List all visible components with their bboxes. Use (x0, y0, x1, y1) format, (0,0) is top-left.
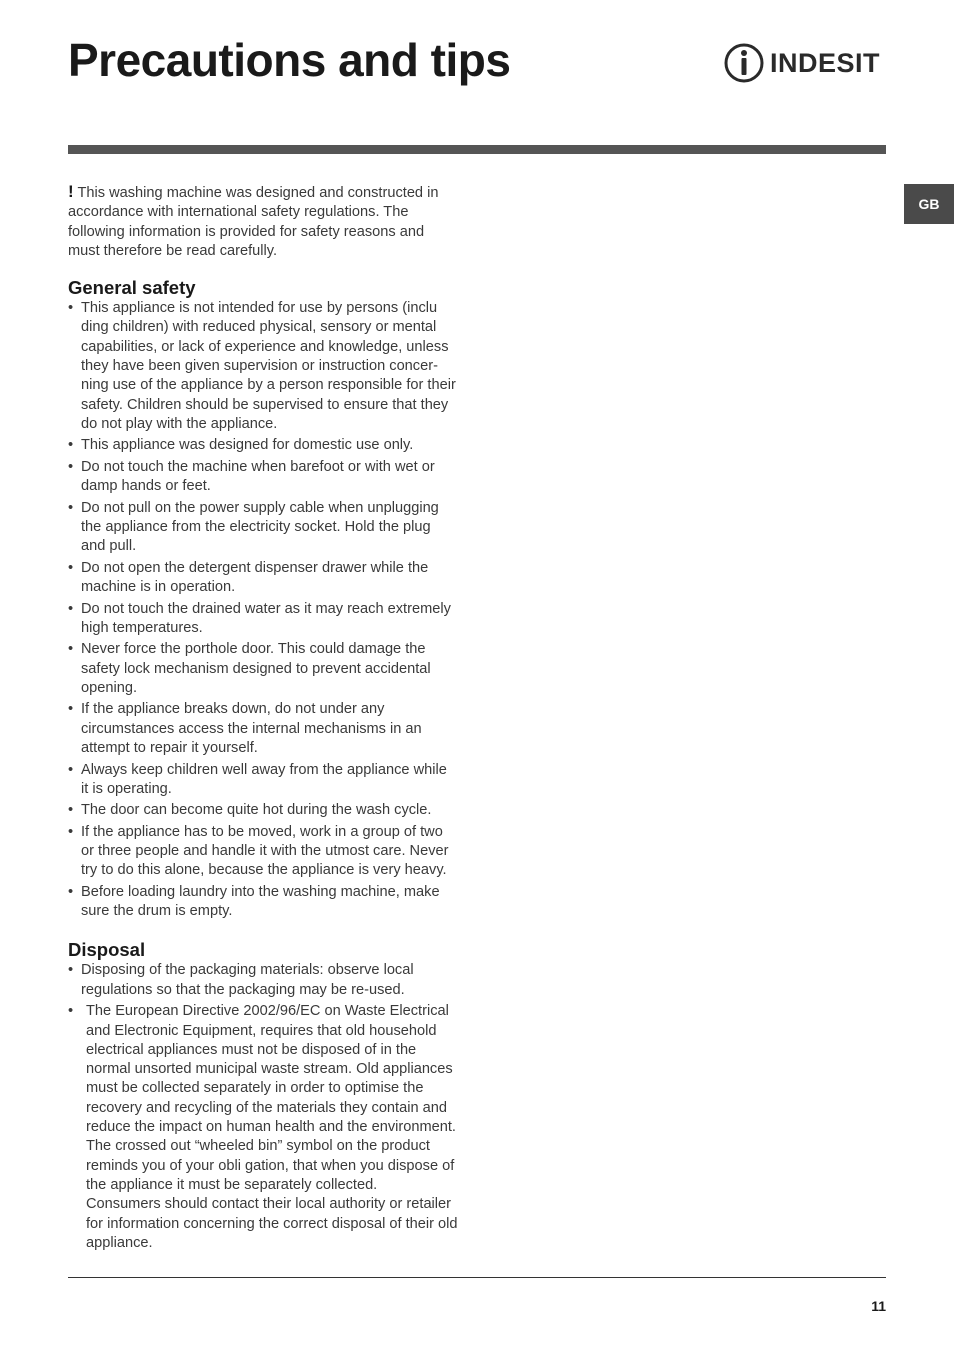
list-item: • Never force the porthole door. This could damage the safety lock mechanism designed to prevent accidental opening. (68, 640, 458, 698)
list-item: • Do not open the detergent dispenser drawer while the machine is in operation. (68, 559, 458, 598)
list-item: • Before loading laundry into the washing machine, make sure the drum is empty. (68, 883, 458, 922)
list-item: • This appliance is not intended for use by persons (inclu ding children) with reduced physical, sensory or mental capabilities, or lack of experience and knowledge, unless they have been given supervision or instruction concer-ning use of the appliance by a person responsible for their safety. Children should be supervised to ensure that they do not play with the appliance. (68, 299, 458, 434)
list-item: • Disposing of the packaging materials: observe local regulations so that the packaging may be re-used. (68, 961, 458, 1000)
general-safety-list (68, 299, 458, 921)
language-tab: GB (904, 184, 954, 224)
list-item: • This appliance was designed for domestic use only. (68, 436, 458, 455)
list-item: • If the appliance breaks down, do not under any circumstances access the internal mechanisms in an attempt to repair it yourself. (68, 700, 458, 758)
brand-logo (724, 41, 886, 85)
list-item: • Do not pull on the power supply cable when unplugging the appliance from the electricity socket. Hold the plug and pull. (68, 499, 458, 557)
list-item: • Always keep children well away from the appliance while it is operating. (68, 761, 458, 800)
footer-divider (68, 1277, 886, 1278)
list-item: • If the appliance has to be moved, work in a group of two or three people and handle it with the utmost care. Never try to do this alone, because the appliance is very heavy. (68, 823, 458, 881)
disposal-heading: Disposal (68, 939, 146, 961)
disposal-list (68, 961, 458, 1253)
brand-name: INDESIT (770, 47, 881, 78)
list-item: • Do not touch the drained water as it may reach extremely high temperatures. (68, 600, 458, 639)
page-title: Precautions and tips (68, 34, 511, 86)
brand-mark-icon (724, 41, 764, 85)
list-item: • Do not touch the machine when barefoot or with wet or damp hands or feet. (68, 458, 458, 497)
list-item: • The door can become quite hot during the wash cycle. (68, 801, 458, 820)
list-item (68, 1002, 458, 1253)
directive-text: The European Directive 2002/96/EC on Waste Electrical and Electronic Equipment, requires that old household electrical appliances must not be disposed of in the normal unsorted municipal waste stream. Old appliances must be collected separately in order to optimise the recovery and recycling of the materials they contain and reduce the impact on human health and the environment. The crossed out “wheeled bin” symbol on the product reminds you of your obli gation, that when you dispose of the appliance it must be separately collected. (86, 1003, 456, 1193)
main-content (68, 182, 458, 1271)
intro-text: This washing machine was designed and constructed in accordance with international safety regulations. The following information is provided for safety reasons and must therefore be read carefully. (68, 185, 439, 259)
header-divider (68, 145, 886, 154)
directive-contact-text: Consumers should contact their local authority or retailer for information concerning the correct disposal of their old appliance. (86, 1196, 458, 1251)
intro-paragraph (68, 182, 458, 261)
page-number: 11 (871, 1298, 886, 1314)
general-safety-heading: General safety (68, 277, 196, 299)
warning-mark: ! (68, 182, 74, 201)
